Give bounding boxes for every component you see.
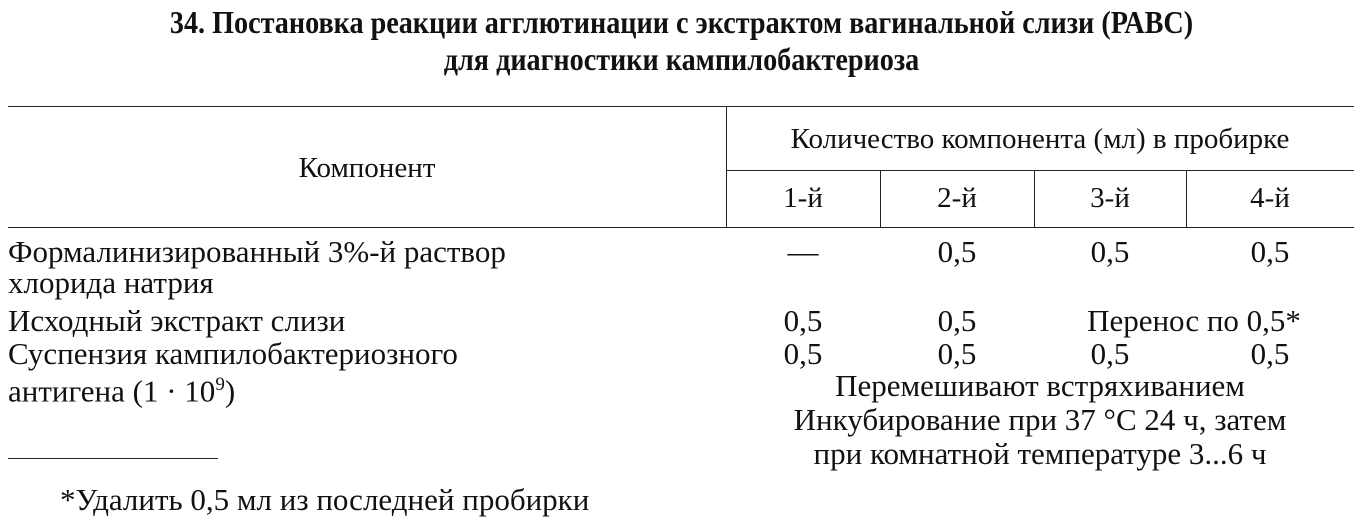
row-3-name-line-2 — [8, 369, 236, 409]
header-sub-rule — [726, 170, 1354, 171]
row-2-value-tube-1: 0,5 — [783, 303, 823, 338]
table-top-rule — [8, 106, 1354, 107]
row-3-name-end: ) — [224, 373, 236, 409]
row-2-transfer-note: Перенос по 0,5* — [1087, 303, 1301, 338]
row-1-value-tube-3: 0,5 — [1090, 234, 1130, 269]
row-1-value-tube-4: 0,5 — [1250, 234, 1290, 269]
note-incubation-1: Инкубирование при 37 °С 24 ч, затем — [793, 402, 1287, 437]
note-shake: Перемешивают встряхиванием — [835, 368, 1245, 403]
row-1-name-line-1: Формалинизированный 3%-й раствор — [8, 234, 506, 269]
header-tube-4: 4-й — [1250, 182, 1290, 214]
row-1-value-tube-1: — — [787, 234, 819, 269]
row-3-name-exponent: 9 — [215, 374, 225, 395]
header-quantity: Количество компонента (мл) в пробирке — [790, 123, 1290, 155]
row-3-value-tube-2: 0,5 — [937, 336, 977, 371]
header-tube-3: 3-й — [1090, 182, 1130, 214]
row-3-value-tube-4: 0,5 — [1250, 336, 1290, 371]
header-bottom-rule — [8, 227, 1354, 228]
document-title — [82, 4, 1281, 78]
row-1-value-tube-2: 0,5 — [937, 234, 977, 269]
row-3-name-base: антигена (1 · 10 — [8, 373, 216, 409]
row-2-value-tube-2: 0,5 — [937, 303, 977, 338]
header-tube-2: 2-й — [937, 182, 977, 214]
note-incubation-2: при комнатной температуре 3...6 ч — [813, 436, 1267, 471]
row-3-value-tube-3: 0,5 — [1090, 336, 1130, 371]
footnote: *Удалить 0,5 мл из последней пробирки — [60, 482, 590, 517]
row-3-name-line-1: Суспензия кампилобактериозного — [8, 336, 458, 371]
row-2-name: Исходный экстракт слизи — [8, 303, 346, 338]
row-3-value-tube-1: 0,5 — [783, 336, 823, 371]
header-tube-1: 1-й — [783, 182, 823, 214]
header-component: Компонент — [298, 152, 436, 184]
title-line-1: 34. Постановка реакции агглютинации с экстрактом вагинальной слизи (РАВС) — [169, 4, 1194, 40]
footnote-rule — [8, 458, 218, 459]
title-line-2: для диагностики кампилобактериоза — [443, 41, 920, 77]
row-1-name-line-2: хлорида натрия — [8, 265, 214, 300]
